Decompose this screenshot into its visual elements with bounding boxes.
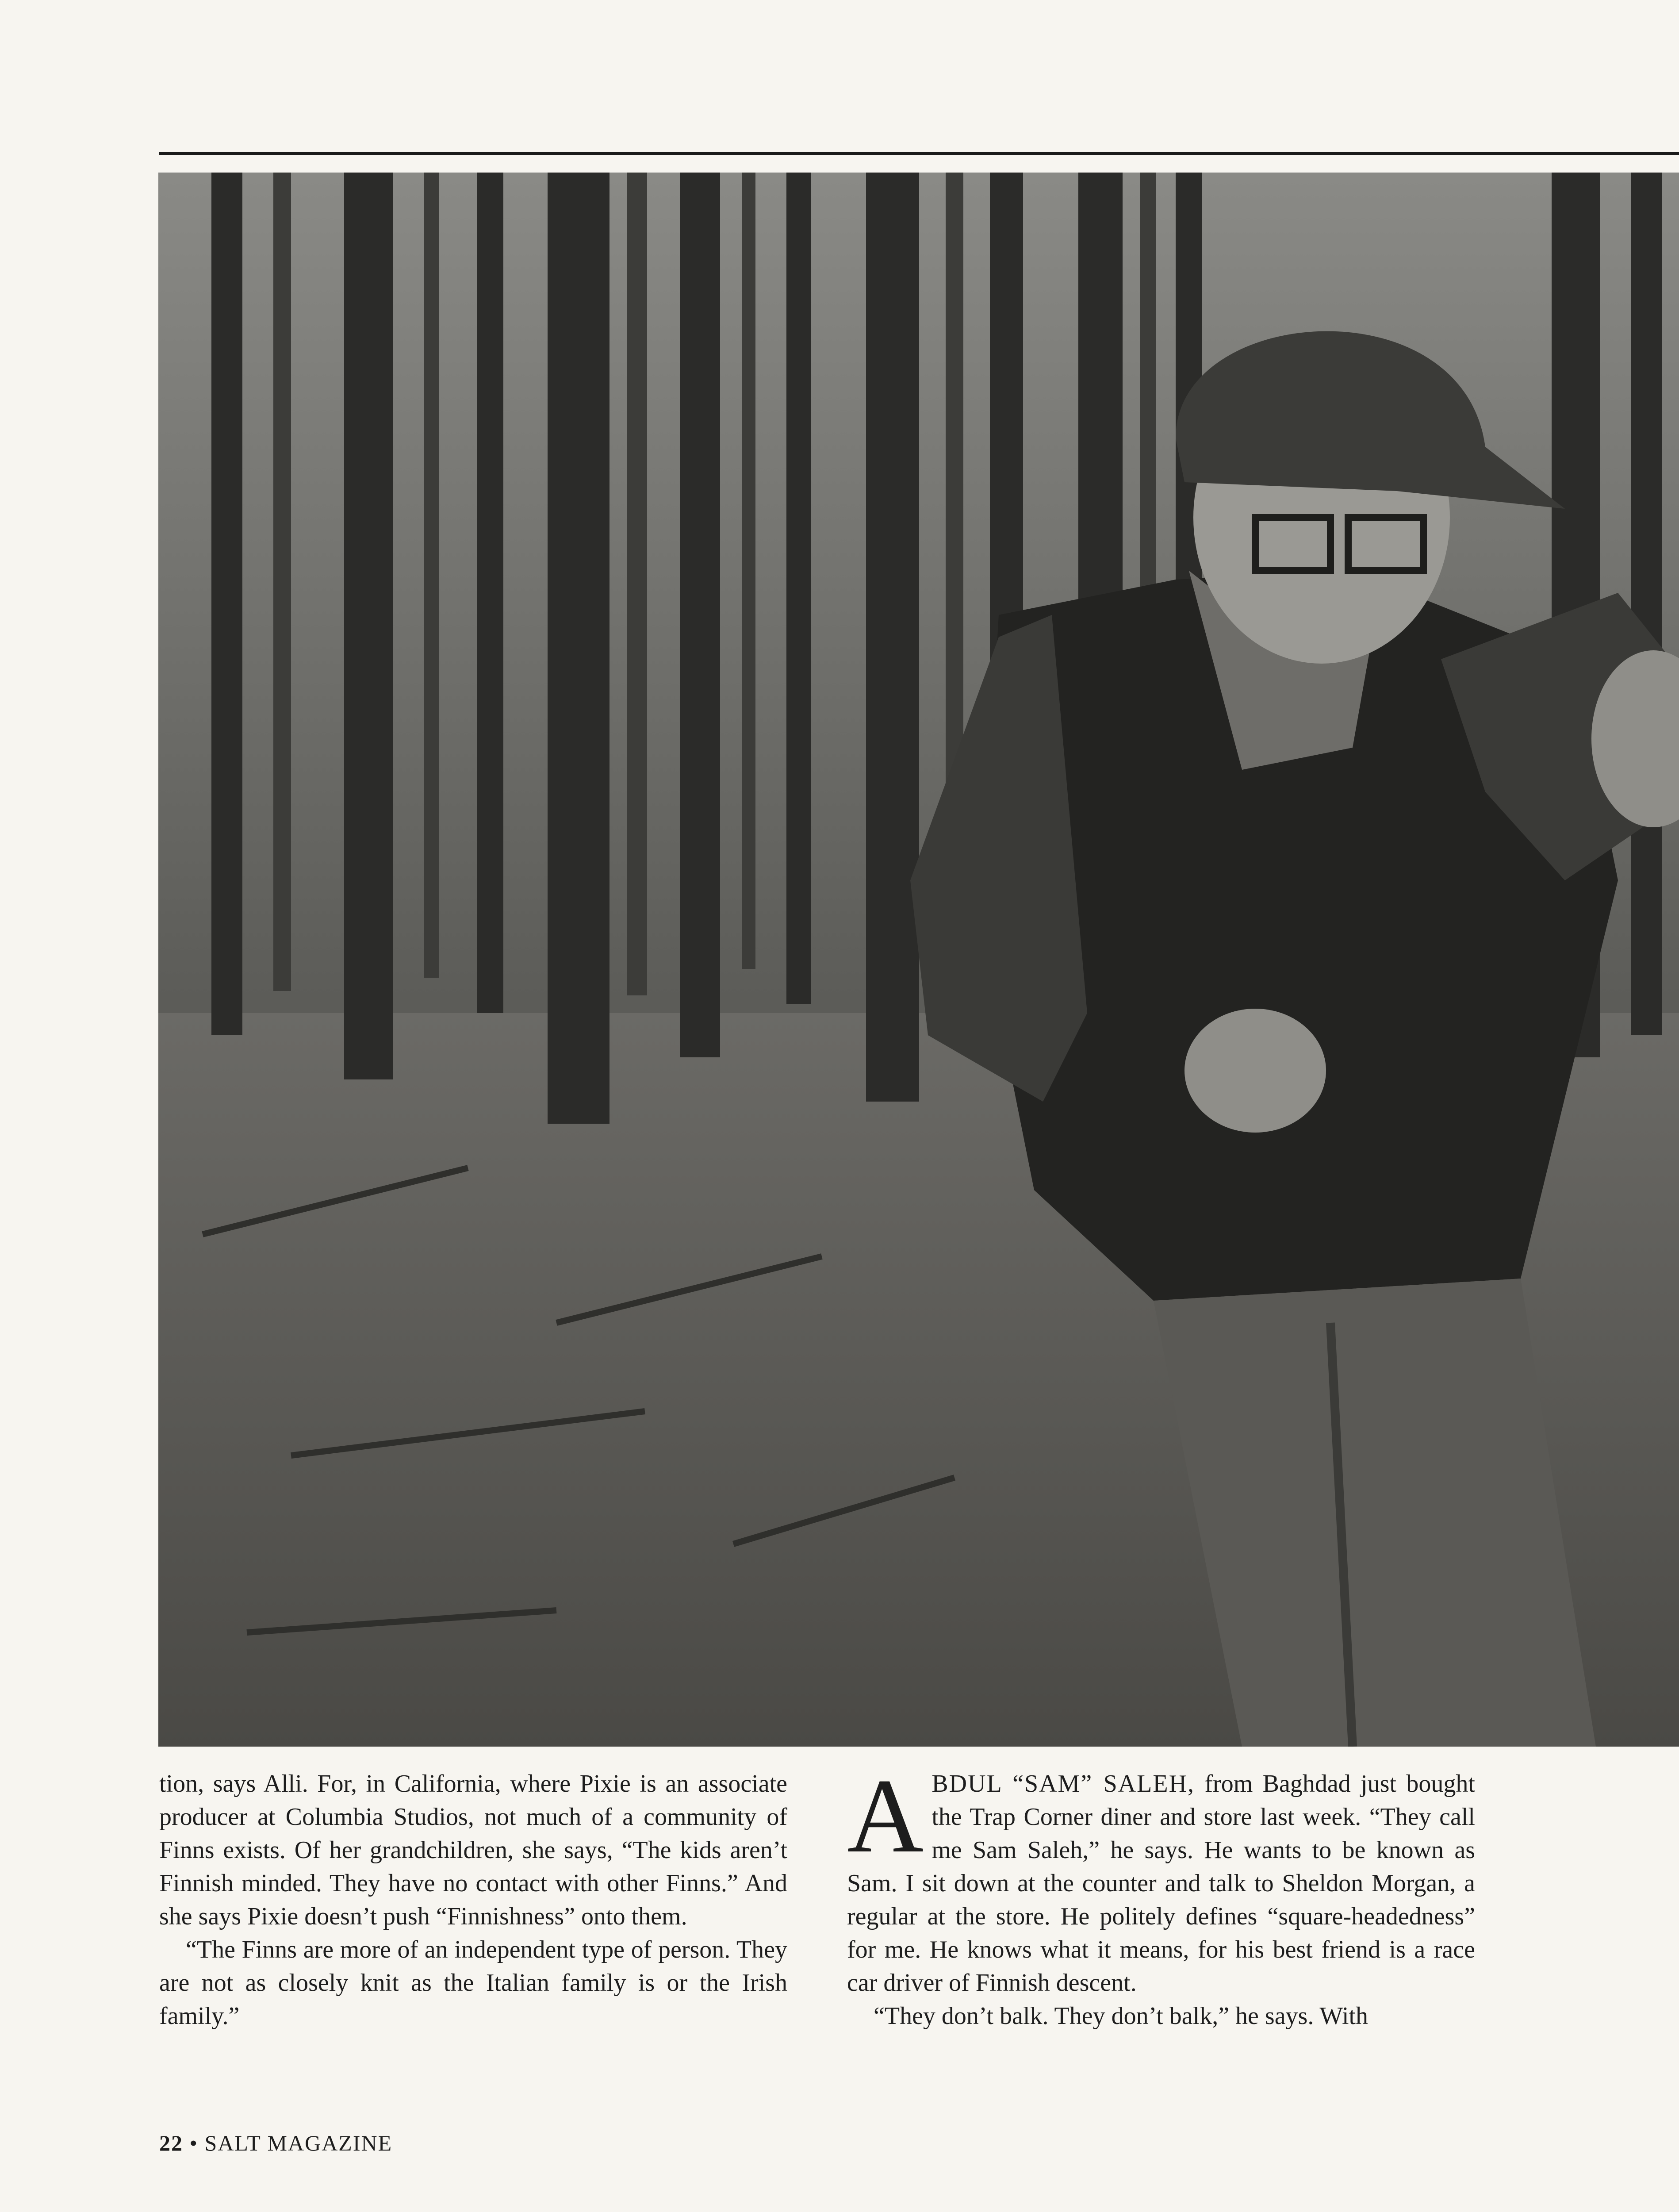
article-column-right: [847, 1757, 1475, 2033]
folio: [159, 2130, 392, 2156]
drop-cap: A: [847, 1757, 924, 1874]
page-number: 22: [159, 2131, 183, 2155]
paragraph: “They don’t balk. They don’t balk,” he says. With: [874, 2002, 1368, 2030]
top-rule: [159, 152, 1679, 155]
paragraph-lead: [847, 1757, 1475, 2000]
paragraph: tion, says Alli. For, in California, where Pixie is an associate producer at Columbia Studios, not much of a community of Finns exists. Of her grandchildren, she says, “The kids aren’t Finnish minded. They have no contact with other Finns.” And she says Pixie doesn’t push “Finnishness” onto them.: [159, 1770, 787, 1930]
paragraph: “The Finns are more of an independent type of person. They are not as closely knit as the Italian family is or the Irish family.”: [159, 1936, 787, 2030]
magazine-name: SALT MAGAZINE: [204, 2131, 393, 2155]
article-column-left: [159, 1767, 787, 2033]
lead-text: from Baghdad just bought the Trap Corner diner and store last week. “They call me Sam Saleh,” he says. He wants to be known as Sam. I sit down at the counter and talk to Sheldon Morgan, a regular at the store. He politely defines “square-headedness” for me. He knows what it means, for his best friend is a race car driver of Finnish descent.: [847, 1770, 1475, 1997]
photo-man-in-forest-icon: [158, 173, 1679, 1747]
folio-separator: •: [189, 2131, 199, 2155]
lead-caps: BDUL “SAM” SALEH,: [932, 1770, 1195, 1797]
photo-man-in-forest: [158, 173, 1679, 1747]
